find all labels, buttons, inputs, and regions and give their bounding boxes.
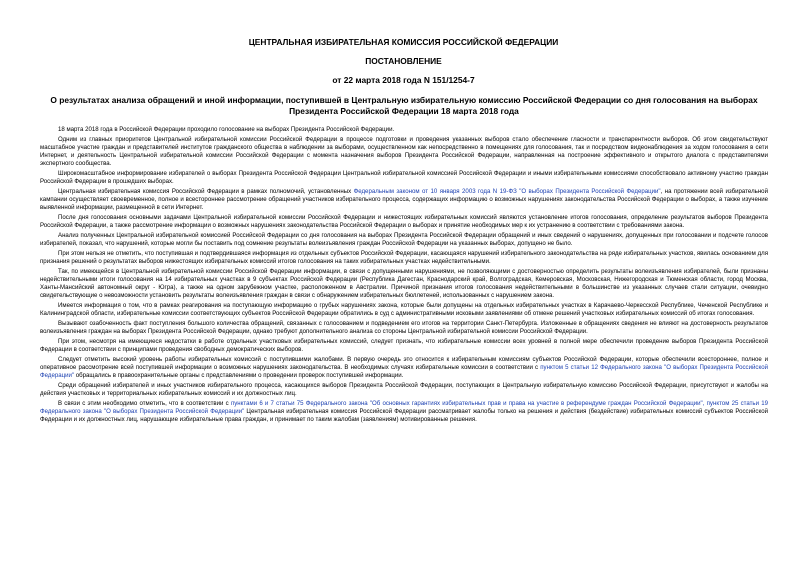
paragraph-text: Центральная избирательная комиссия Российской Федерации рассматривает жалобы только на решения и действия (бездействие) избирательных комиссий субъектов Российской Федерации и их должностных лиц, нарушающие избирательные права граждан, и принимает по таким жалобам (заявлениям) мотивированные решения. (40, 408, 768, 423)
paragraph: Широкомасштабное информирование избирателей о выборах Президента Российской Федерации Центральной избирательной комиссией Российской Федерации и иными избирательными комиссиями способствовало активному участию граждан Российской Федерации в прошедших выборах. (40, 170, 768, 185)
document-body (40, 126, 768, 426)
paragraph (40, 356, 768, 380)
paragraph: Среди обращений избирателей и иных участников избирательного процесса, касающихся выборов Президента Российской Федерации, поступающих в Центральную избирательную комиссию Российской Федерации, присутствуют и жалобы на действия участковых и территориальных избирательных комиссий и их должностных лиц. (40, 382, 768, 397)
paragraph-text: В связи с этим необходимо отметить, что в соответствии с (58, 400, 231, 407)
paragraph-text: Центральная избирательная комиссия Российской Федерации в рамках полномочий, установленных (58, 188, 354, 195)
paragraph: После дня голосования основными задачами Центральной избирательной комиссии Российской Федерации и нижестоящих избирательных комиссий являются установление итогов голосования, определение результатов выборов Президента Российской Федерации, а также рассмотрение информации о возможных нарушениях законодательства Российской Федерации о выборах и принятие необходимых мер к их устранению в соответствии с требованиями закона. (40, 214, 768, 229)
law-link-article-12[interactable]: пунктом 5 статьи 12 Федерального закона "О выборах Президента Российской Федерации" (40, 364, 768, 379)
paragraph-text: , на протяжении всей избирательной кампании осуществляет своевременное, полное и всестороннее рассмотрение обращений участников избирательного процесса, содержащих информацию о возможных нарушениях законодательства Российской Федерации о выборах, а также изучение выявленной информации, размещенной в сети Интернет. (40, 188, 768, 211)
paragraph-text: Следует отметить высокий уровень работы избирательных комиссий с поступившими жалобами. В первую очередь это относится к избирательным комиссиям субъектов Российской Федерации, которые обеспечили всестороннее, полное и оперативное рассмотрение всей поступившей информации о возможных нарушениях законодательства. В необходимых случаях избирательные комиссии в соответствии с (40, 356, 768, 371)
law-link-19fz[interactable]: Федеральным законом от 10 января 2003 года N 19-ФЗ "О выборах Президента Российской Федерации" (353, 188, 661, 195)
org-name: ЦЕНТРАЛЬНАЯ ИЗБИРАТЕЛЬНАЯ КОМИССИЯ РОССИЙСКОЙ ФЕДЕРАЦИИ (248, 37, 559, 47)
doc-type: ПОСТАНОВЛЕНИЕ (365, 56, 442, 66)
paragraph: Одним из главных приоритетов Центральной избирательной комиссии Российской Федерации в процессе подготовки и проведения указанных выборов стало обеспечение гласности и транспарентности выборов. Об этом свидетельствуют масштабное участие граждан и представителей институтов гражданского общества в наблюдении за выборами, осуществленном как непосредственно в помещениях для голосования, так и посредством видеонаблюдения за ходом голосования в сети Интернет, и деятельность Центральной избирательной комиссии Российской Федерации с момента назначения выборов Президента Российской Федерации, направленная на построение эффективного и открытого диалога с представителями экспертного сообщества. (40, 136, 768, 167)
paragraph (40, 400, 768, 424)
paragraph: Так, по имеющейся в Центральной избирательной комиссии Российской Федерации информации, в связи с допущенными нарушениями, не позволяющими с достоверностью определить результаты волеизъявления избирателей, были признаны недействительными итоги голосования на 14 избирательных участках в 9 субъектах Российской Федерации (Республика Дагестан, Краснодарский край, Волгоградская, Кемеровская, Московская, Нижегородская и Тюменская области, город Москва, Ханты-Мансийский автономный округ - Югра), а также на одном зарубежном участке, расположенном в Австралии. Причиной признания итогов голосования недействительными в большинстве из указанных случаев стали ситуации, очевидно свидетельствующие о невозможности установить результаты волеизъявления граждан в связи с обнаружением избирательных бюллетеней, использованных с нарушением закона. (40, 268, 768, 299)
law-link-article-75[interactable]: пунктами 6 и 7 статьи 75 Федерального закона "Об основных гарантиях избирательных прав и права на участие в референдуме граждан Российской Федерации", пунктом 25 статьи 19 Федерального закона "О выборах Президента Российской Федерации" (40, 400, 768, 415)
date-number: от 22 марта 2018 года N 151/1254-7 (332, 75, 475, 85)
paragraph: 18 марта 2018 года в Российской Федерации проходило голосование на выборах Президента Российской Федерации. (58, 126, 395, 133)
paragraph: Имеется информация о том, что в рамках реагирования на поступающую информацию о грубых нарушениях закона, которые были допущены на отдельных избирательных участках в Карачаево-Черкесской Республике, Чеченской Республике и Калининградской области, избирательные комиссии соответствующих субъектов Российской Федерации обратились в суд с административными исковыми заявлениями об отмене решений участковых избирательных комиссий об итогах голосования. (40, 302, 768, 317)
paragraph: При этом нельзя не отметить, что поступившая и подтвердившаяся информация из отдельных субъектов Российской Федерации, касающаяся нарушений избирательного законодательства на ряде избирательных участков, явилась основанием для признания решений о результатах выборов нижестоящих избирательных комиссий итогов голосования на таких избирательных участках недействительными. (40, 250, 768, 265)
paragraph-text: обращались в правоохранительные органы с представлениями о проведении проверок поступившей информации. (74, 372, 404, 379)
paragraph: При этом, несмотря на имеющиеся недостатки в работе отдельных участковых избирательных комиссий, следует признать, что избирательные комиссии всех уровней в полной мере обеспечили проведение выборов Президента Российской Федерации в соответствии с принципами проведения свободных демократических выборов. (40, 338, 768, 353)
paragraph: Вызывают озабоченность факт поступления большого количества обращений, связанных с голосованием и подведением его итогов на территории Санкт-Петербурга. Изложенные в обращениях сведения не влияют на достоверность результатов волеизъявления граждан на выборах Президента Российской Федерации, однако требуют дополнительного анализа со стороны Центральной избирательной комиссии Российской Федерации. (40, 320, 768, 335)
paragraph (40, 188, 768, 212)
document-title: О результатах анализа обращений и иной информации, поступившей в Центральную избирательную комиссию Российской Федерации со дня голосования на выборах Президента Российской Федерации 18 марта 2018 года (50, 95, 758, 116)
paragraph: Анализ полученных Центральной избирательной комиссией Российской Федерации со дня голосования на выборах Президента Российской Федерации обращений и иных сведений о нарушениях, допущенных при голосовании и подсчете голосов избирателей, показал, что нарушений, которые могли бы поставить под сомнение результаты волеизъявления граждан Российской Федерации на указанных выборах, допущено не было. (40, 232, 768, 247)
